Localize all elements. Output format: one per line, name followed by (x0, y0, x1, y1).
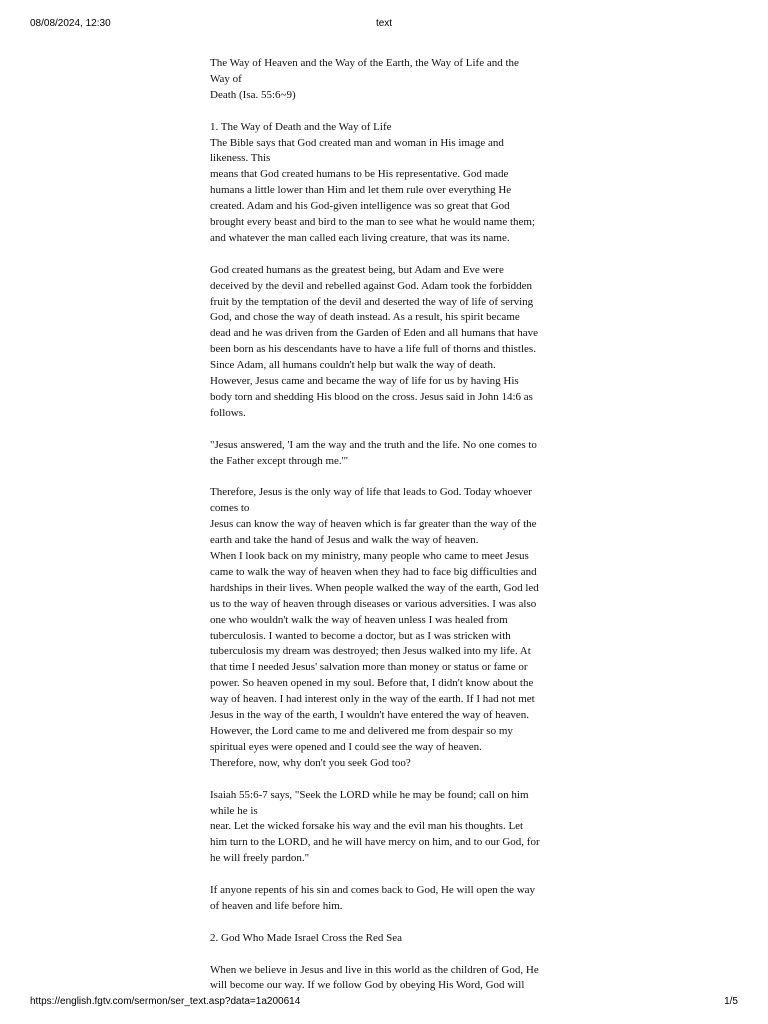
text-line: comes to (210, 502, 250, 515)
text-line: him turn to the LORD, and he will have mercy on him, and to our God, for (210, 836, 540, 849)
text-line: dead and he was driven from the Garden of Eden and all humans that have (210, 327, 539, 340)
text-line: God, and chose the way of death instead. As a result, his spirit became (210, 311, 520, 324)
text-line: fruit by the temptation of the devil and deserted the way of life of serving (210, 295, 534, 308)
text-line: When we believe in Jesus and live in this world as the children of God, He (210, 963, 539, 976)
text-line: likeness. This (210, 152, 271, 165)
text-line: of heaven and life before him. (210, 899, 343, 912)
paragraph (210, 136, 566, 247)
text-line: means that God created humans to be His representative. God made (210, 168, 509, 181)
text-line: near. Let the wicked forsake his way and the evil man his thoughts. Let (210, 820, 524, 833)
text-line: Jesus can know the way of heaven which is far greater than the way of the (210, 518, 537, 531)
paragraph (210, 485, 566, 771)
section-1-heading: 1. The Way of Death and the Way of Life (210, 120, 392, 133)
text-line: humans a little lower than Him and let them rule over everything He (210, 184, 512, 197)
title-line: The Way of Heaven and the Way of the Earth, the Way of Life and the (210, 57, 519, 69)
text-line: came to walk the way of heaven when they had to face big difficulties and (210, 565, 537, 578)
bible-quote (210, 788, 566, 868)
text-line: deceived by the devil and rebelled against God. Adam took the forbidden (210, 279, 532, 292)
page-url: https://english.fgtv.com/sermon/ser_text.asp?data=1a200614 (30, 996, 301, 1007)
text-line: will become our way. If we follow God by obeying His Word, God will (210, 979, 525, 992)
text-line: that time I needed Jesus' salvation more than money or status or fame or (210, 661, 528, 674)
text-line: "Jesus answered, 'I am the way and the truth and the life. No one comes to (210, 438, 537, 451)
text-line: tuberculosis my dream was destroyed; then Jesus walked into my life. At (210, 645, 531, 658)
text-line: Jesus in the way of the earth, I wouldn't have entered the way of heaven. (210, 709, 530, 722)
text-line: he will freely pardon." (210, 852, 310, 865)
text-line: the Father except through me.'" (210, 454, 349, 467)
bible-quote (210, 438, 566, 470)
document-title (210, 56, 566, 104)
text-line: Isaiah 55:6-7 says, "Seek the LORD while he may be found; call on him (210, 788, 529, 801)
text-line: If anyone repents of his sin and comes back to God, He will open the way (210, 884, 536, 897)
text-line: one who wouldn't walk the way of heaven unless I was healed from (210, 613, 508, 626)
text-line: However, the Lord came to me and delivered me from despair so my (210, 725, 513, 737)
text-line: Therefore, now, why don't you seek God too? (210, 756, 411, 769)
sermon-text (210, 56, 566, 992)
text-line: God created humans as the greatest being, but Adam and Eve were (210, 263, 504, 276)
text-line: Therefore, Jesus is the only way of life that leads to God. Today whoever (210, 486, 532, 499)
text-line: earth and take the hand of Jesus and walk the way of heaven. (210, 534, 479, 547)
text-line: The Bible says that God created man and woman in His image and (210, 136, 504, 149)
text-line: tuberculosis. I wanted to become a doctor, but as I was stricken with (210, 629, 511, 642)
text-line: Since Adam, all humans couldn't help but walk the way of death. (210, 359, 496, 372)
page-number: 1/5 (724, 996, 738, 1007)
paragraph (210, 883, 566, 915)
text-line: way of heaven. I had interest only in the way of the earth. If I had not met (210, 693, 535, 706)
text-line: us to the way of heaven through diseases or various adversities. I was also (210, 597, 537, 610)
title-line: Way of (210, 72, 242, 85)
paragraph (210, 263, 566, 422)
title-line: Death (Isa. 55:6~9) (210, 88, 296, 101)
text-line: created. Adam and his God-given intelligence was so great that God (210, 200, 510, 213)
text-line: brought every beast and bird to the man to see what he would name them; (210, 216, 536, 229)
print-datetime: 08/08/2024, 12:30 (30, 18, 111, 29)
text-line: and whatever the man called each living creature, that was its name. (210, 231, 510, 244)
text-line: follows. (210, 406, 246, 419)
text-line: been born as his descendants have to have a life full of thorns and thistles. (210, 343, 536, 356)
text-line: However, Jesus came and became the way of life for us by having His (210, 375, 519, 388)
paragraph (210, 963, 566, 995)
print-title: text (375, 18, 393, 29)
section-2-heading: 2. God Who Made Israel Cross the Red Sea (210, 931, 402, 944)
text-line: body torn and shedding His blood on the cross. Jesus said in John 14:6 as (210, 391, 533, 403)
text-line: power. So heaven opened in my soul. Before that, I didn't know about the (210, 677, 534, 690)
text-line: while he is (210, 804, 258, 817)
text-line: spiritual eyes were opened and I could see the way of heaven. (210, 740, 482, 753)
text-line: When I look back on my ministry, many people who came to meet Jesus (210, 550, 529, 563)
text-line: hardships in their lives. When people walked the way of the earth, God led (210, 581, 539, 594)
